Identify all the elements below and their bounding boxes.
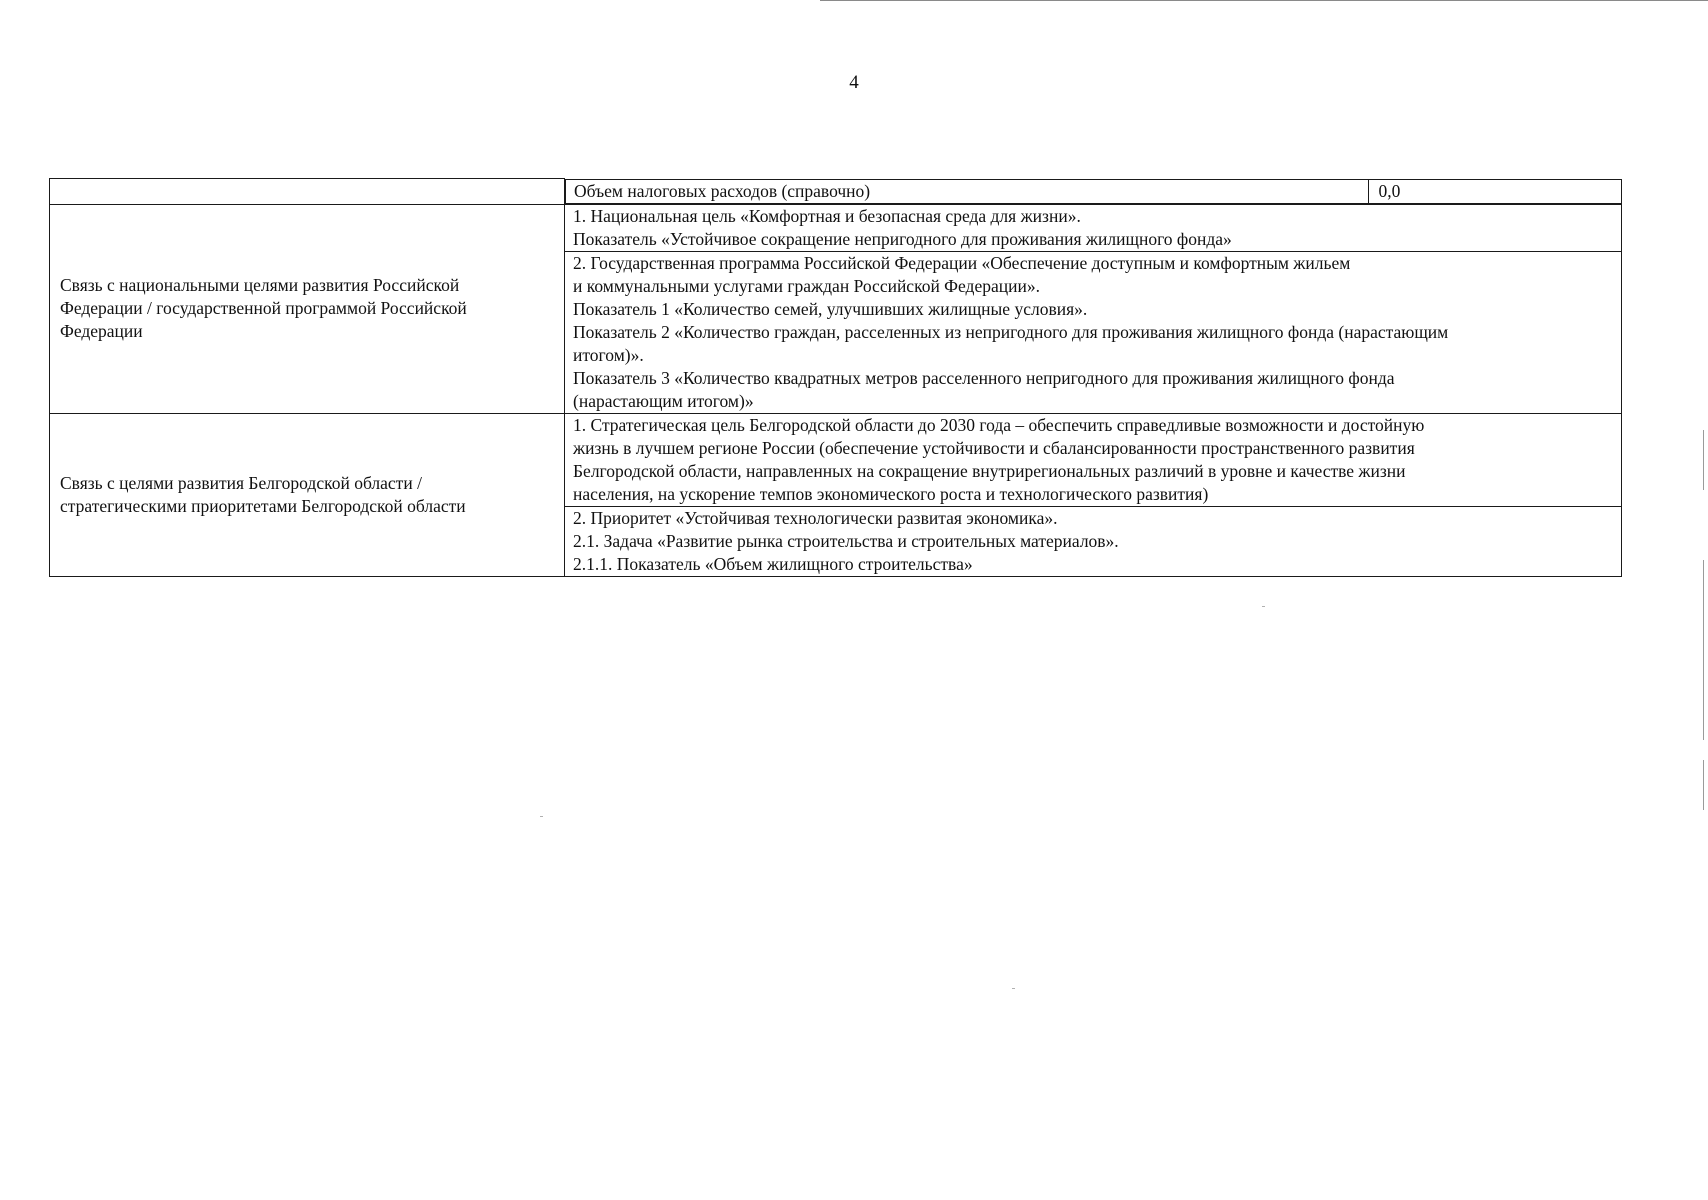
- empty-label-cell: [50, 179, 565, 205]
- page-number: 4: [849, 72, 859, 93]
- scan-edge-mark: [1703, 560, 1704, 740]
- scan-edge-line: [820, 0, 1708, 1]
- strategic-goal-block: 1. Стратегическая цель Белгородской области до 2030 года – обеспечить справедливые возможности и достойную жизнь в лучшем регионе России (обеспечение устойчивости и сбалансированности пространственного развития Белгородской области, направленных на сокращение внутрирегиональных различий в уровне и качестве жизни населения, на ускорение темпов экономического роста и технологического развития): [565, 413, 1622, 506]
- national-goals-label: Связь с национальными целями развития Российской Федерации / государственной программой Российской Федерации: [50, 204, 565, 413]
- tax-expenditure-value: 0,0: [1378, 180, 1401, 201]
- scan-edge-mark: [1703, 430, 1704, 490]
- scan-speck: [1262, 606, 1265, 607]
- national-goals-row-1: [50, 204, 1622, 251]
- scan-speck: [540, 816, 543, 817]
- scan-edge-mark: [1703, 760, 1704, 810]
- tax-expenditure-row: [50, 179, 1622, 205]
- national-goal-block: 1. Национальная цель «Комфортная и безопасная среда для жизни». Показатель «Устойчивое сокращение непригодного для проживания жилищного фонда»: [565, 204, 1622, 251]
- scan-speck: [1012, 988, 1015, 989]
- regional-goals-row-1: [50, 413, 1622, 506]
- program-passport-table: [49, 178, 1622, 577]
- tax-expenditure-label: Объем налоговых расходов (справочно): [566, 180, 1369, 203]
- state-program-block: 2. Государственная программа Российской Федерации «Обеспечение доступным и комфортным жильем и коммунальными услугами граждан Российской Федерации». Показатель 1 «Количество семей, улучшивших жилищные условия». Показатель 2 «Количество граждан, расселенных из непригодного для проживания жилищного фонда (нарастающим итогом)». Показатель 3 «Количество квадратных метров расселенного непригодного для проживания жилищного фонда (нарастающим итогом)»: [565, 251, 1622, 413]
- regional-goals-label: Связь с целями развития Белгородской области / стратегическими приоритетами Белгородской области: [50, 413, 565, 576]
- priority-block: 2. Приоритет «Устойчивая технологически развитая экономика». 2.1. Задача «Развитие рынка строительства и строительных материалов». 2.1.1. Показатель «Объем жилищного строительства»: [565, 506, 1622, 576]
- tax-expenditure-cell: [565, 179, 1622, 204]
